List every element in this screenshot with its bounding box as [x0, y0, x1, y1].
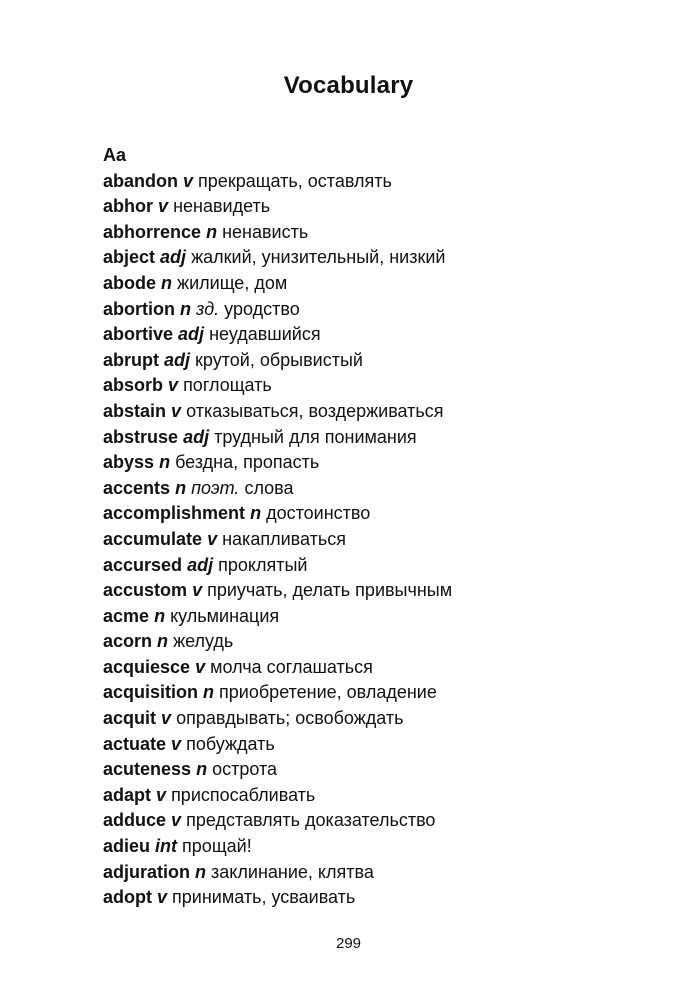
vocab-entry — [103, 527, 663, 553]
entry-translation: приспосабливать — [171, 784, 316, 805]
entry-translation: ненависть — [222, 221, 309, 242]
vocab-entry — [103, 757, 663, 783]
entry-word: abstain — [103, 400, 167, 421]
entry-translation: побуждать — [186, 733, 275, 754]
vocab-entry — [103, 834, 663, 860]
entry-translation: молча соглашаться — [210, 656, 373, 677]
vocab-entry — [103, 860, 663, 886]
entry-translation: острота — [212, 759, 278, 780]
entry-part-of-speech: n — [196, 759, 208, 780]
entry-word: abode — [103, 272, 157, 293]
entry-part-of-speech: n — [175, 477, 187, 498]
entry-translation: оправдывать; освобождать — [176, 708, 404, 729]
entry-part-of-speech: n — [154, 605, 166, 626]
entry-part-of-speech: v — [157, 887, 168, 908]
entry-part-of-speech: v — [156, 784, 167, 805]
entry-translation: принимать, усваивать — [172, 887, 356, 908]
entry-translation: заклинание, клятва — [211, 861, 374, 882]
vocab-entry — [103, 271, 663, 297]
vocab-entry — [103, 399, 663, 425]
vocab-entry — [103, 373, 663, 399]
entry-part-of-speech: v — [192, 580, 203, 601]
vocab-entry — [103, 553, 663, 579]
entry-translation: жилище, дом — [177, 272, 288, 293]
entry-translation: бездна, пропасть — [175, 452, 320, 473]
entry-word: adieu — [103, 836, 151, 857]
entry-translation: отказываться, воздерживаться — [186, 400, 444, 421]
entry-translation: ненавидеть — [173, 196, 271, 217]
entry-translation: уродство — [224, 298, 300, 319]
entry-part-of-speech: v — [195, 656, 206, 677]
vocabulary-list — [103, 143, 663, 911]
entry-part-of-speech: v — [158, 196, 169, 217]
entry-translation: кульминация — [170, 605, 280, 626]
entry-translation: желудь — [173, 631, 234, 652]
vocab-entry — [103, 220, 663, 246]
entry-part-of-speech: adj — [187, 554, 214, 575]
vocab-entry — [103, 706, 663, 732]
vocab-entry — [103, 322, 663, 348]
entry-part-of-speech: n — [250, 503, 262, 524]
entry-part-of-speech: n — [157, 631, 169, 652]
entry-word: acorn — [103, 631, 153, 652]
vocab-entry — [103, 808, 663, 834]
entry-translation: поглощать — [183, 375, 272, 396]
vocab-entry — [103, 194, 663, 220]
entry-word: abyss — [103, 452, 155, 473]
entry-word: abortion — [103, 298, 175, 319]
entry-translation: приучать, делать привычным — [207, 580, 453, 601]
entry-word: acuteness — [103, 759, 192, 780]
entry-word: acquit — [103, 708, 157, 729]
entry-translation: прощай! — [182, 836, 252, 857]
entry-word: accumulate — [103, 528, 203, 549]
entry-part-of-speech: n — [161, 272, 173, 293]
entry-translation: проклятый — [218, 554, 308, 575]
page-title: Vocabulary — [283, 72, 414, 99]
entry-part-of-speech: v — [171, 400, 182, 421]
vocab-entry — [103, 604, 663, 630]
entry-word: absorb — [103, 375, 164, 396]
entry-part-of-speech: adj — [183, 426, 210, 447]
entry-word: acquisition — [103, 682, 199, 703]
vocab-entry — [103, 169, 663, 195]
entry-part-of-speech: v — [183, 170, 194, 191]
entry-word: abject — [103, 247, 156, 268]
entry-word: adduce — [103, 810, 167, 831]
entry-word: actuate — [103, 733, 167, 754]
vocab-entry — [103, 297, 663, 323]
entry-part-of-speech: n — [180, 298, 192, 319]
vocab-entry — [103, 450, 663, 476]
entry-part-of-speech: v — [161, 708, 172, 729]
entry-word: adapt — [103, 784, 152, 805]
vocab-entry — [103, 425, 663, 451]
vocab-entry — [103, 245, 663, 271]
entry-word: acquiesce — [103, 656, 191, 677]
entry-word: abstruse — [103, 426, 179, 447]
entry-word: adjuration — [103, 861, 191, 882]
entry-word: abortive — [103, 324, 174, 345]
entry-part-of-speech: adj — [164, 349, 191, 370]
entry-translation: приобретение, овладение — [219, 682, 437, 703]
entry-usage-note: поэт. — [191, 477, 240, 498]
entry-part-of-speech: n — [159, 452, 171, 473]
entry-part-of-speech: adj — [178, 324, 205, 345]
vocab-entry — [103, 655, 663, 681]
vocab-entry — [103, 783, 663, 809]
entry-part-of-speech: n — [206, 221, 218, 242]
vocab-entry — [103, 501, 663, 527]
entry-translation: крутой, обрывистый — [195, 349, 363, 370]
vocab-entry — [103, 732, 663, 758]
entry-word: accursed — [103, 554, 183, 575]
section-letter: Aa — [103, 145, 127, 165]
entry-part-of-speech: int — [155, 836, 178, 857]
entry-translation: трудный для понимания — [214, 426, 417, 447]
entry-translation: накапливаться — [222, 528, 346, 549]
vocab-entry — [103, 348, 663, 374]
entry-word: abandon — [103, 170, 178, 191]
vocab-entry — [103, 629, 663, 655]
entry-translation: представлять доказательство — [186, 810, 436, 831]
vocab-entry — [103, 476, 663, 502]
vocab-entry — [103, 885, 663, 911]
entry-translation: достоинство — [266, 503, 371, 524]
vocab-entry — [103, 680, 663, 706]
entry-part-of-speech: n — [203, 682, 215, 703]
entry-part-of-speech: v — [171, 810, 182, 831]
entry-word: adopt — [103, 887, 152, 908]
entry-word: abrupt — [103, 349, 159, 370]
vocab-entry — [103, 578, 663, 604]
entry-usage-note: зд. — [196, 298, 220, 319]
entry-word: acme — [103, 605, 150, 626]
entry-word: abhorrence — [103, 221, 202, 242]
entry-translation: прекращать, оставлять — [198, 170, 392, 191]
entry-part-of-speech: adj — [160, 247, 187, 268]
entry-part-of-speech: n — [195, 861, 207, 882]
entry-part-of-speech: v — [168, 375, 179, 396]
entry-word: accomplishment — [103, 503, 246, 524]
entry-translation: слова — [244, 477, 294, 498]
page-number: 299 — [335, 935, 362, 952]
entry-part-of-speech: v — [207, 528, 218, 549]
entry-word: accustom — [103, 580, 188, 601]
entry-word: accents — [103, 477, 171, 498]
entry-translation: неудавшийся — [209, 324, 321, 345]
entry-part-of-speech: v — [171, 733, 182, 754]
entry-translation: жалкий, унизительный, низкий — [191, 247, 446, 268]
entry-word: abhor — [103, 196, 154, 217]
